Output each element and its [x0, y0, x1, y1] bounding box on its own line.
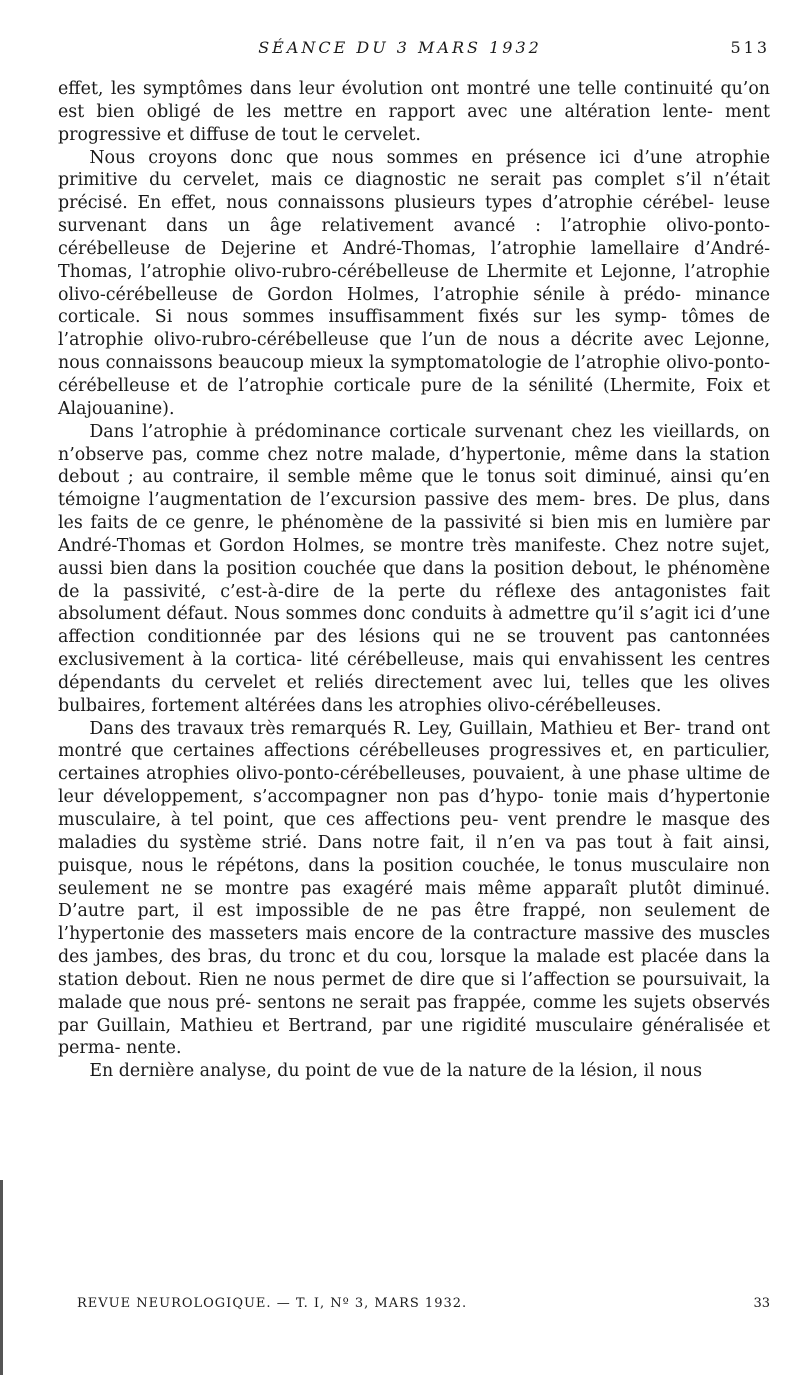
journal-reference: REVUE NEUROLOGIQUE. — T. I, Nº 3, MARS 1932. [77, 1296, 468, 1311]
page-edge-line [0, 1180, 3, 1375]
signature-mark: 33 [753, 1296, 770, 1311]
paragraph-1: effet, les symptômes dans leur évolution ont montré une telle continuité qu’on est bien obligé de les mettre en rapport avec une altération lente- ment progressive et diffuse de tout le cervelet. [58, 79, 770, 145]
running-header [0, 38, 800, 62]
page-number: 513 [730, 38, 770, 57]
paragraph-5: En dernière analyse, du point de vue de la nature de la lésion, il nous [89, 1061, 703, 1082]
header-title: SÉANCE DU 3 MARS 1932 [258, 38, 542, 57]
body-text [58, 78, 770, 1083]
paragraph-2: Nous croyons donc que nous sommes en présence ici d’une atrophie primitive du cervelet, mais ce diagnostic ne serait pas complet s’il n’était précisé. En effet, nous connaissons plusieurs types d’atrophie cérébel- leuse survenant dans un âge relativement avancé : l’atrophie olivo-ponto- cérébelleuse de Dejerine et André-Thomas, l’atrophie lamellaire d’André- Thomas, l’atrophie olivo-rubro-cérébelleuse de Lhermite et Lejonne, l’atrophie olivo-cérébelleuse de Gordon Holmes, l’atrophie sénile à prédo- minance corticale. Si nous sommes insuffisamment fixés sur les symp- tômes de l’atrophie olivo-rubro-cérébelleuse que l’un de nous a décrite avec Lejonne, nous connaissons beaucoup mieux la symptomatologie de l’atrophie olivo-ponto-cérébelleuse et de l’atrophie corticale pure de la sénilité (Lhermite, Foix et Alajouanine). [58, 147, 770, 419]
paragraph-3: Dans l’atrophie à prédominance corticale survenant chez les vieillards, on n’observe pas, comme chez notre malade, d’hypertonie, même dans la station debout ; au contraire, il semble même que le tonus soit diminué, ainsi qu’en témoigne l’augmentation de l’excursion passive des mem- bres. De plus, dans les faits de ce genre, le phénomène de la passivité si bien mis en lumière par André-Thomas et Gordon Holmes, se montre très manifeste. Chez notre sujet, aussi bien dans la position couchée que dans la position debout, le phénomène de la passivité, c’est-à-dire de la perte du réflexe des antagonistes fait absolument défaut. Nous sommes donc conduits à admettre qu’il s’agit ici d’une affection conditionnée par des lésions qui ne se trouvent pas cantonnées exclusivement à la cortica- lité cérébelleuse, mais qui envahissent les centres dépendants du cervelet et reliés directement avec lui, telles que les olives bulbaires, fortement altérées dans les atrophies olivo-cérébelleuses. [58, 421, 770, 716]
paragraph-4: Dans des travaux très remarqués R. Ley, Guillain, Mathieu et Ber- trand ont montré que certaines affections cérébelleuses progressives et, en particulier, certaines atrophies olivo-ponto-cérébelleuses, pouvaient, à une phase ultime de leur développement, s’accompagner non pas d’hypo- tonie mais d’hypertonie musculaire, à tel point, que ces affections peu- vent prendre le masque des maladies du système strié. Dans notre fait, il n’en va pas tout à fait ainsi, puisque, nous le répétons, dans la position couchée, le tonus musculaire non seulement ne se montre pas exagéré mais même apparaît plutôt diminué. D’autre part, il est impossible de ne pas être frappé, non seulement de l’hypertonie des masseters mais encore de la contracture massive des muscles des jambes, des bras, du tronc et du cou, lorsque la malade est placée dans la station debout. Rien ne nous permet de dire que si l’affection se poursuivait, la malade que nous pré- sentons ne serait pas frappée, comme les sujets observés par Guillain, Mathieu et Bertrand, par une rigidité musculaire généralisée et perma- nente. [58, 718, 770, 1059]
page-footer [77, 1296, 770, 1318]
